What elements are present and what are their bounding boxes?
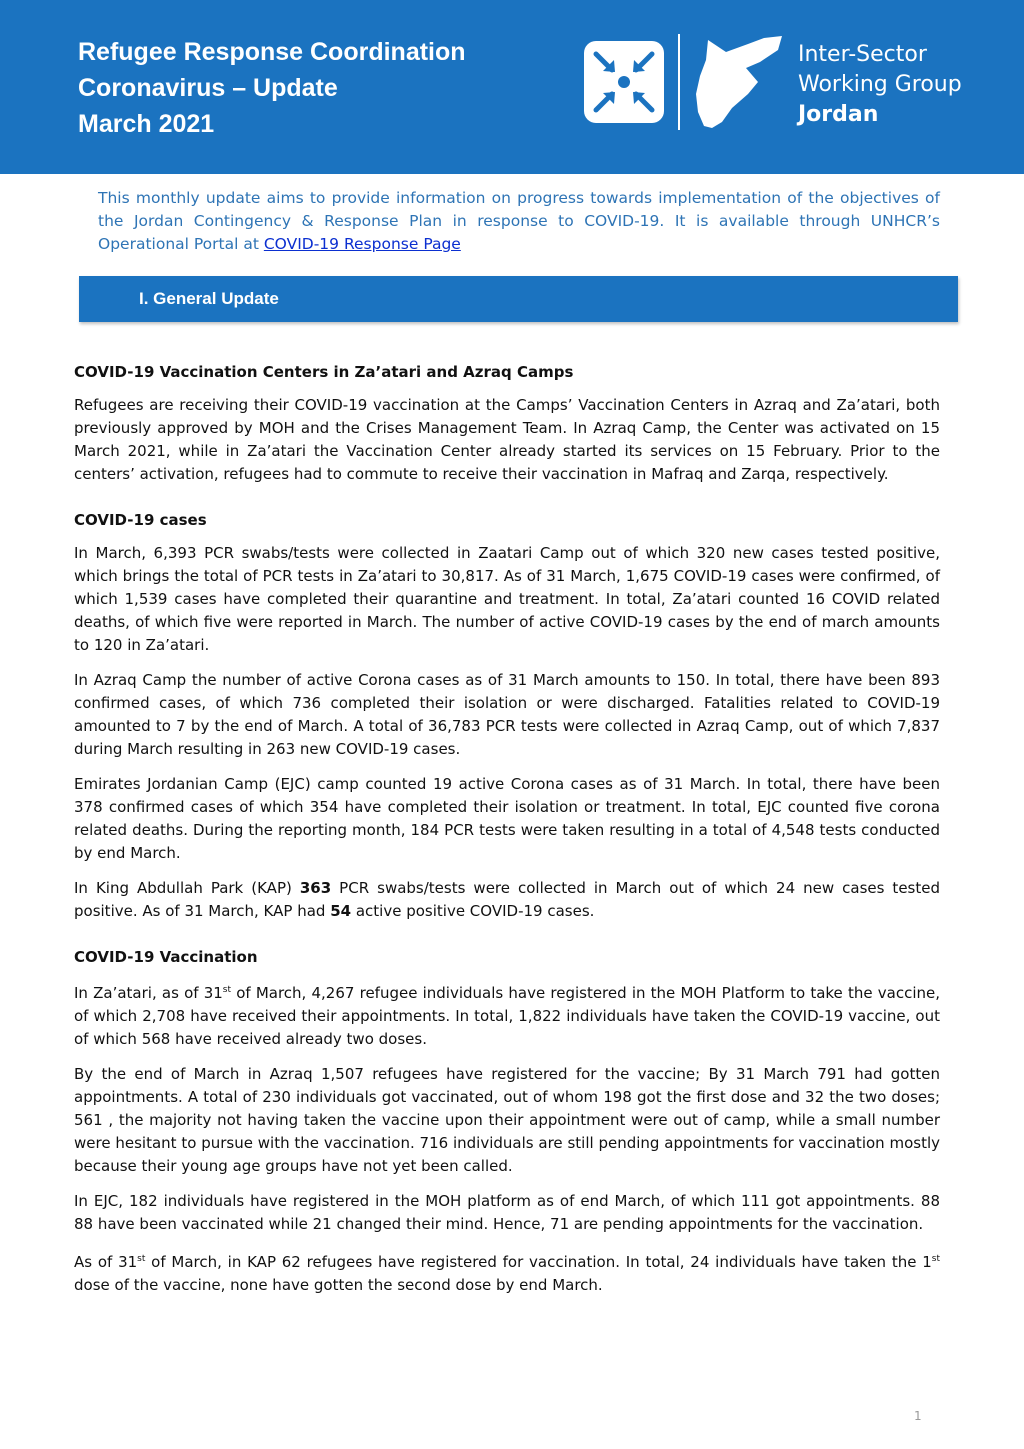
arrows-logo-icon [584,41,664,123]
title-line-1: Refugee Response Coordination [78,38,466,66]
paragraph-kap-vaccination: As of 31st of March, in KAP 62 refugees have registered for vaccination. In total, 24 individuals have taken the 1st dose of the vaccine, none have gotten the second dose by end March. [74,1253,940,1294]
section-header-bar [79,276,958,322]
title-line-3: March 2021 [78,110,215,138]
heading-vaccination-centers: COVID-19 Vaccination Centers in Za’atari and Azraq Camps [74,363,574,381]
paragraph-azraq-vaccination: By the end of March in Azraq 1,507 refugees have registered for the vaccine; By 31 March 791 had gotten appointments. A total of 230 individuals got vaccinated, out of whom 198 got the first dose and 32 the two doses; 561 , the majority not having taken the vaccine upon their appointment were out of camp, while a small number were hesitant to pursue with the vaccination. 716 individuals are still pending appointments for vaccination mostly because their young age groups have not yet been called. [74,1065,940,1175]
paragraph-ejc-vaccination: In EJC, 182 individuals have registered in the MOH platform as of end March, of which 111 got appointments. 88 88 have been vaccinated while 21 changed their mind. Hence, 71 are pending appointments for the vaccination. [74,1192,940,1233]
intro-text: This monthly update aims to provide information on progress towards implementation of the objectives of the Jordan Contingency & Response Plan in response to COVID-19. It is available through UNHCR’s Operational Portal at [98,189,940,253]
section-title: I. General Update [139,289,279,308]
paragraph-ejc-cases: Emirates Jordanian Camp (EJC) camp counted 19 active Corona cases as of 31 March. In total, there have been 378 confirmed cases of which 354 have completed their isolation or treatment. In total, EJC counted five corona related deaths. During the reporting month, 184 PCR tests were taken resulting in a total of 4,548 tests conducted by end March. [74,775,940,862]
logo-text-line-1: Inter-Sector [798,42,927,67]
title-line-2: Coronavirus – Update [78,74,338,102]
document-title [78,34,466,142]
paragraph-zaatari-cases: In March, 6,393 PCR swabs/tests were collected in Zaatari Camp out of which 320 new cases tested positive, which brings the total of PCR tests in Za’atari to 30,817. As of 31 March, 1,675 COVID-19 cases were confirmed, of which 1,539 cases have completed their quarantine and treatment. In total, Za’atari counted 16 COVID related deaths, of which five were reported in March. The number of active COVID-19 cases by the end of march amounts to 120 in Za’atari. [74,544,940,654]
logo-text-line-2: Working Group [798,72,962,97]
heading-covid-cases: COVID-19 cases [74,511,207,529]
logo-divider [678,34,680,130]
covid-response-page-link[interactable]: COVID-19 Response Page [263,235,461,253]
document-body [74,360,940,1309]
jordan-map-icon [686,34,786,130]
logo-text-line-3: Jordan [798,102,879,127]
paragraph-azraq-cases: In Azraq Camp the number of active Corona cases as of 31 March amounts to 150. In total, there have been 893 confirmed cases, of which 736 completed their isolation or were discharged. Fatalities related to COVID-19 amounted to 7 by the end of March. A total of 36,783 PCR tests were collected in Azraq Camp, out of which 7,837 during March resulting in 263 new COVID-19 cases. [74,671,940,758]
paragraph-zaatari-vaccination: In Za’atari, as of 31st of March, 4,267 refugee individuals have registered in the MOH Platform to take the vaccine, of which 2,708 have received their appointments. In total, 1,822 individuals have taken the COVID-19 vaccine, out of which 568 have received already two doses. [74,984,940,1048]
paragraph-vaccination-centers: Refugees are receiving their COVID-19 vaccination at the Camps’ Vaccination Centers in Azraq and Za’atari, both previously approved by MOH and the Crises Management Team. In Azraq Camp, the Center was activated on 15 March 2021, while in Za’atari the Vaccination Center already started its services on 15 February. Prior to the centers’ activation, refugees had to commute to receive their vaccination in Mafraq and Zarqa, respectively. [74,396,940,483]
paragraph-kap-cases: In King Abdullah Park (KAP) 363 PCR swabs/tests were collected in March out of which 24 new cases tested positive. As of 31 March, KAP had 54 active positive COVID-19 cases. [74,879,940,920]
document-header [0,0,1024,174]
intro-paragraph [98,187,940,256]
logo-text [798,40,962,130]
page-number: 1 [914,1409,922,1423]
heading-covid-vaccination: COVID-19 Vaccination [74,948,258,966]
